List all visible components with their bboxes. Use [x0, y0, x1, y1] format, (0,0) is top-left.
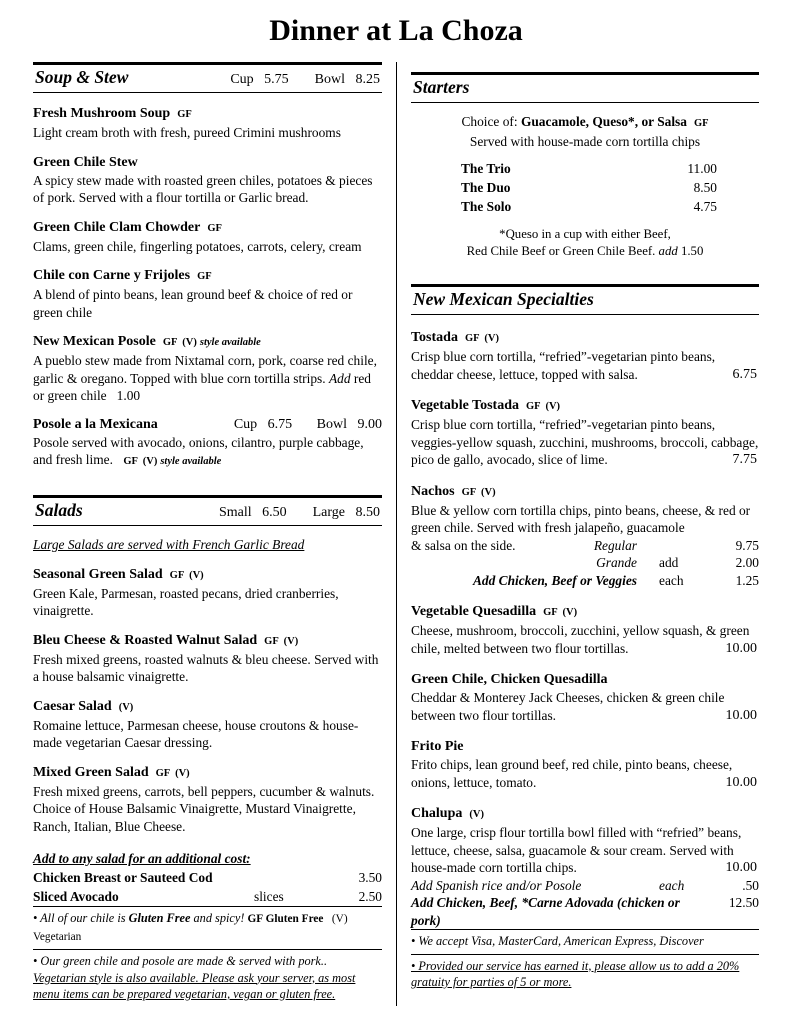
right-column: [396, 62, 759, 1006]
item-header: [33, 266, 382, 286]
item-price: 7.75: [732, 452, 757, 467]
row-left-text: & salsa on the side.: [411, 537, 516, 553]
menu-item: [411, 602, 759, 657]
starter-options: [411, 159, 759, 216]
item-name: Nachos: [411, 483, 455, 499]
row-label: Add Chicken, Beef, *Carne Adovada (chicken or pork): [411, 895, 680, 928]
item-header: [411, 804, 759, 824]
option-price: 8.50: [693, 180, 717, 195]
item-description: Blue & yellow corn tortilla chips, pinto beans, cheese, & red or green chile. Served with fresh jalapeño, guacamole: [411, 502, 751, 535]
queso-note: [411, 226, 759, 260]
row-mid: each: [659, 572, 684, 588]
item-name: Posole a la Mexicana: [33, 416, 158, 432]
item-diet-tags: GF (V): [155, 767, 190, 779]
row-price: 12.50: [728, 895, 759, 910]
item-name: Vegetable Tostada: [411, 398, 520, 413]
nachos-price-row: [411, 572, 759, 590]
option-price: 4.75: [693, 199, 717, 214]
item-header: [411, 737, 759, 756]
section-size-prices: [230, 72, 380, 88]
section-heading-starters: [411, 72, 759, 103]
salad-intro: Large Salads are served with French Garlic Bread: [33, 536, 305, 552]
addon-name: Chicken Breast or Sauteed Cod: [33, 870, 213, 885]
section-title: Salads: [35, 499, 83, 520]
section-title: New Mexican Specialties: [413, 289, 594, 309]
section-title: Starters: [413, 77, 470, 97]
item-header: [411, 602, 759, 622]
item-header: [33, 697, 382, 717]
item-style-note: style available: [160, 456, 222, 467]
size-bowl: Bowl 8.25: [314, 72, 380, 87]
item-description-text: Crisp blue corn tortilla, “refried”-vegetarian pinto beans, veggies-yellow squash, zucchini, mushrooms, broccoli, cabbage, pico de gallo, avocado, slice of lime.: [411, 417, 759, 467]
item-name: Tostada: [411, 330, 458, 345]
item-description: Romaine lettuce, Parmesan cheese, house croutons & house-made vegetarian Caesar dressing.: [33, 717, 359, 750]
addon-row: [33, 868, 382, 887]
section-heading-salads: [33, 495, 382, 526]
item-diet-tags: GF (V): [169, 569, 204, 581]
item-name: Vegetable Quesadilla: [411, 604, 537, 619]
chalupa-extra-row: [411, 894, 759, 929]
row-label: Grande: [596, 555, 637, 570]
item-header: [411, 670, 759, 689]
left-column: [33, 62, 396, 1006]
item-name: Seasonal Green Salad: [33, 566, 163, 582]
item-price: 6.75: [732, 366, 757, 382]
item-price: 10.00: [725, 774, 757, 790]
nachos-price-row: [411, 537, 759, 555]
item-description: [411, 622, 759, 657]
menu-item: [411, 804, 759, 929]
item-diet-tags: GF (V): [464, 333, 499, 344]
section-specialties: [411, 284, 759, 929]
row-label: Add Spanish rice and/or Posole: [411, 877, 582, 893]
item-description-text: Cheddar & Monterey Jack Cheeses, chicken & green chile between two flour tortillas.: [411, 690, 725, 723]
menu-item: [411, 482, 759, 590]
addon-name: Sliced Avocado: [33, 889, 119, 904]
chalupa-extra-row: [411, 877, 759, 895]
item-diet-tags: GF (V): [526, 401, 561, 412]
starters-choice-line: [411, 113, 759, 133]
item-name: Mixed Green Salad: [33, 764, 149, 780]
footer-right: [411, 929, 759, 1017]
item-description-text: Frito chips, lean ground beef, red chile, pinto beans, cheese, onions, lettuce, tomato.: [411, 757, 733, 790]
item-size-prices: Cup 6.75 Bowl 9.00: [233, 416, 382, 432]
item-header: [411, 482, 759, 502]
menu-item: [33, 763, 382, 836]
item-header: [411, 328, 759, 348]
footer-note-chile: [33, 906, 382, 949]
item-header: [33, 153, 382, 172]
item-diet-tags: (V): [469, 809, 484, 820]
nachos-price-row: [411, 554, 759, 572]
item-name: Caesar Salad: [33, 698, 112, 714]
item-header: [33, 218, 382, 238]
queso-note-line2: [411, 243, 759, 260]
item-description: [33, 434, 382, 471]
item-description: [33, 352, 382, 405]
choice-diet-tag: GF: [693, 118, 709, 129]
item-price: 10.00: [725, 707, 757, 723]
add-option-label: Add: [328, 370, 351, 386]
menu-item: [33, 416, 382, 471]
item-header: [33, 763, 382, 783]
starter-option: [461, 159, 717, 178]
item-header: [33, 416, 382, 434]
legend-vegetarian: (V) Vegetarian: [33, 913, 351, 943]
queso-note-line1: *Queso in a cup with either Beef,: [499, 227, 671, 241]
section-heading-specialties: [411, 284, 759, 315]
menu-item: [33, 218, 382, 256]
item-description: Fresh mixed greens, carrots, bell peppers, cucumber & walnuts. Choice of House Balsamic Vinaigrette, Mustard Vinaigrette, Ranch, Italian, Blue Cheese.: [33, 783, 375, 834]
item-description: A blend of pinto beans, lean ground beef & choice of red or green chile: [33, 287, 353, 320]
option-name: The Solo: [461, 199, 512, 214]
size-cup: Cup 5.75: [230, 72, 289, 87]
item-name: Green Chile, Chicken Quesadilla: [411, 672, 608, 687]
row-mid: add: [659, 555, 679, 570]
item-name: Frito Pie: [411, 739, 464, 754]
menu-item: [33, 631, 382, 686]
menu-item: [33, 697, 382, 752]
item-header: [411, 396, 759, 416]
add-option-text: red or green chile 1.00: [33, 370, 375, 403]
section-title: Soup & Stew: [35, 67, 129, 87]
menu-columns: [33, 62, 759, 1006]
row-label: Add Chicken, Beef or Veggies: [472, 572, 637, 588]
footer-note-pork: [33, 949, 382, 1007]
item-description: [411, 756, 759, 791]
starters-serving-line: Served with house-made corn tortilla chips: [469, 134, 701, 149]
item-description-text: Posole served with avocado, onions, cilantro, purple cabbage, and fresh lime.: [33, 434, 364, 467]
queso-note-text: Red Chile Beef or Green Chile Beef.: [466, 244, 656, 258]
section-salads: [33, 495, 382, 907]
footer-left: [33, 906, 382, 1006]
item-description: Green Kale, Parmesan, roasted pecans, dried cranberries, vinaigrette.: [33, 585, 339, 618]
footer-text: • Our green chile and posole are made & served with pork..: [33, 954, 328, 968]
starter-option: [461, 197, 717, 216]
addons-heading: Add to any salad for an additional cost:: [33, 851, 251, 866]
footer-text: and spicy!: [190, 911, 248, 925]
item-description: Fresh mixed greens, roasted walnuts & bleu cheese. Served with a house balsamic vinaigrette.: [33, 651, 379, 684]
item-description-text: Crisp blue corn tortilla, “refried”-vegetarian pinto beans, cheddar cheese, lettuce, topped with salsa.: [411, 349, 716, 382]
section-heading-soup: [33, 62, 382, 93]
menu-item: [411, 396, 759, 469]
salad-addons: [33, 849, 382, 906]
item-diet-tags: GF (V): [461, 486, 496, 498]
item-description: [411, 689, 759, 724]
footer-note-payment: [411, 929, 759, 954]
item-diet-tags: (V): [118, 701, 134, 713]
item-description: [411, 348, 759, 383]
item-header: [33, 631, 382, 651]
size-large: Large 8.50: [312, 504, 380, 520]
item-description: [411, 416, 759, 469]
item-description: Clams, green chile, fingerling potatoes, carrots, celery, cream: [33, 238, 362, 254]
item-name: Chalupa: [411, 806, 463, 821]
item-diet-tags: GF (V): [123, 456, 158, 467]
menu-item: [411, 328, 759, 383]
item-diet-tags: GF (V): [543, 607, 578, 618]
footer-note-gratuity: [411, 954, 759, 995]
item-diet-tags: GF (V): [162, 337, 197, 348]
section-soup-stew: [33, 62, 382, 471]
item-description: Light cream broth with fresh, pureed Crimini mushrooms: [33, 125, 341, 140]
menu-item: [411, 737, 759, 791]
item-diet-tags: GF: [197, 271, 212, 282]
row-price: 9.75: [735, 537, 759, 553]
addon-row: [33, 887, 382, 906]
item-price: 10.00: [725, 860, 757, 875]
footer-text-bold: Gluten Free: [128, 911, 191, 925]
queso-add-price: 1.50: [680, 244, 704, 258]
item-header: [33, 565, 382, 585]
item-header: [33, 104, 382, 124]
item-description: [411, 824, 759, 877]
item-name: Green Chile Stew: [33, 154, 138, 170]
section-size-prices: [219, 505, 380, 521]
menu-item: [33, 104, 382, 142]
item-description-text: One large, crisp flour tortilla bowl filled with “refried” beans, lettuce, cheese, salsa, guacamole & sour cream. Served with house-made corn tortilla chips.: [411, 825, 742, 875]
item-description-text: Cheese, mushroom, broccoli, zucchini, yellow squash, & green chile, melted between two flour tortillas.: [411, 623, 750, 656]
item-name: Green Chile Clam Chowder: [33, 219, 201, 235]
menu-item: [33, 153, 382, 207]
choice-options: Guacamole, Queso*, or Salsa: [520, 114, 687, 129]
item-name: Bleu Cheese & Roasted Walnut Salad: [33, 632, 258, 648]
item-style-note: style available: [199, 337, 261, 348]
row-price: 1.25: [735, 572, 759, 588]
item-description: A spicy stew made with roasted green chiles, potatoes & pieces of pork. Served with a flour tortilla or Garlic bread.: [33, 172, 373, 205]
section-starters: [411, 72, 759, 260]
item-name: New Mexican Posole: [33, 334, 156, 349]
starter-option: [461, 178, 717, 197]
item-name: Chile con Carne y Frijoles: [33, 268, 191, 283]
choice-prefix: Choice of:: [461, 114, 521, 129]
queso-add-label: add: [658, 244, 678, 258]
option-name: The Duo: [461, 180, 511, 195]
item-name: Fresh Mushroom Soup: [33, 106, 171, 121]
menu-item: [33, 332, 382, 405]
footer-text-underlined: • Provided our service has earned it, please allow us to add a 20% gratuity for parties of 5 or more.: [411, 958, 740, 989]
option-name: The Trio: [461, 161, 511, 176]
footer-text-underlined: Vegetarian style is also available. Please ask your server, as most menu items can be prepared vegetarian, vegan or gluten free.: [33, 970, 356, 1001]
item-header: [33, 332, 382, 352]
item-diet-tags: GF (V): [264, 635, 299, 647]
item-description-text: A pueblo stew made from Nixtamal corn, pork, coarse red chile, garlic & oregano. Topped with blue corn tortilla strips.: [33, 353, 377, 386]
row-price: .50: [742, 877, 759, 893]
addon-price: 2.50: [358, 889, 382, 904]
row-mid: each: [659, 877, 685, 893]
addon-price: 3.50: [358, 870, 382, 885]
addon-unit: slices: [254, 889, 284, 904]
page-title: Dinner at La Choza: [269, 14, 523, 47]
item-diet-tags: GF: [177, 109, 192, 120]
row-price: 2.00: [735, 555, 759, 570]
item-price: 10.00: [725, 640, 757, 656]
item-diet-tags: GF: [207, 222, 222, 234]
footer-text: • All of our chile is: [33, 911, 129, 925]
menu-item: [33, 266, 382, 321]
legend-gf: GF Gluten Free: [247, 913, 324, 925]
footer-text: • We accept Visa, MasterCard, American Express, Discover: [411, 934, 704, 948]
menu-item: [411, 670, 759, 724]
option-price: 11.00: [687, 161, 717, 176]
menu-item: [33, 565, 382, 620]
size-small: Small 6.50: [218, 504, 287, 520]
row-label: Regular: [593, 537, 637, 553]
